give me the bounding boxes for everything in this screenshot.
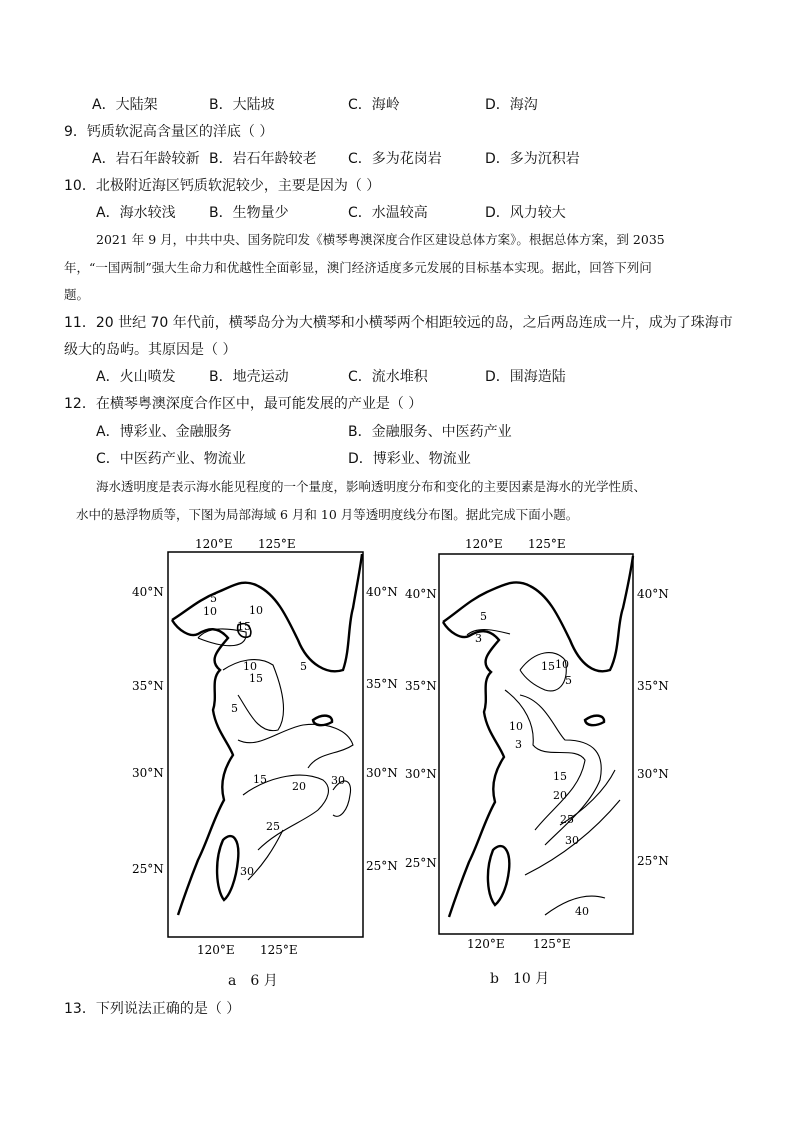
map-june-contour-label: 15 [237, 620, 251, 633]
map-october-contour-label: 5 [565, 674, 572, 687]
q11-stem-line1: 11．20 世纪 70 年代前，横琴岛分为大横琴和小横琴两个相距较远的岛，之后两岛连成一片，成为了珠海市 [64, 315, 733, 331]
map-october-lon-top-125: 125°E [528, 537, 566, 551]
q11-option-c: C．流水堆积 [348, 369, 428, 385]
map-june-contour-15 [238, 724, 353, 768]
map-june-lat-right-25: 25°N [366, 859, 398, 873]
q11-option-d: D．围海造陆 [485, 369, 566, 385]
q12-option-c: C．中医药产业、物流业 [96, 451, 246, 467]
map-october-contour-label: 15 [553, 770, 567, 783]
q13-stem: 13．下列说法正确的是（ ） [64, 1001, 241, 1017]
map-june-taiwan [217, 836, 238, 900]
map-october-lat-right-40: 40°N [637, 587, 669, 601]
map-june-lat-left-35: 35°N [132, 679, 164, 693]
map-october-contour-label: 40 [575, 905, 589, 918]
q12-stem: 12．在横琴粤澳深度合作区中，最可能发展的产业是（ ） [64, 396, 423, 412]
passage2-line1: 海水透明度是表示海水能见程度的一个量度，影响透明度分布和变化的主要因素是海水的光学性质、 [96, 479, 647, 494]
map-june-lat-left-30: 30°N [132, 766, 164, 780]
map-october-lat-left-25: 25°N [405, 856, 437, 870]
map-october-contour-label: 20 [553, 789, 567, 802]
map-june-lat-right-40: 40°N [366, 585, 398, 599]
map-june-contour-label: 25 [266, 820, 280, 833]
map-june-contour-label: 5 [231, 702, 238, 715]
map-october-contour-label: 10 [509, 720, 523, 733]
map-october-caption: b 10 月 [490, 971, 550, 987]
map-june-contour-label: 10 [249, 604, 263, 617]
map-october-contour-label: 30 [565, 834, 579, 847]
map-october-taiwan [488, 846, 509, 905]
map-october [405, 530, 675, 966]
map-june-lat-right-35: 35°N [366, 677, 398, 691]
map-june-contour-label: 5 [300, 660, 307, 673]
q12-option-d: D．博彩业、物流业 [348, 451, 471, 467]
map-june-contour-label: 15 [253, 773, 267, 786]
map-june-caption: a 6 月 [228, 973, 278, 989]
map-june-lat-right-30: 30°N [366, 766, 398, 780]
map-october-contour-label: 10 [555, 658, 569, 671]
map-october-contour-label: 15 [541, 660, 555, 673]
map-june-coast-china [172, 620, 233, 915]
map-june-jeju-island [313, 716, 332, 726]
q9-option-b: B．岩石年龄较老 [209, 151, 317, 167]
q8-option-a: A．大陆架 [92, 97, 158, 113]
q8-option-c: C．海岭 [348, 97, 400, 113]
map-october-coast-north [443, 556, 633, 671]
map-october-contour-label: 5 [480, 610, 487, 623]
map-june-lat-left-40: 40°N [132, 585, 164, 599]
map-june-lon-top-125: 125°E [258, 537, 296, 551]
map-october-lat-right-35: 35°N [637, 679, 669, 693]
q12-option-b: B．金融服务、中医药产业 [348, 424, 512, 440]
map-october-jeju-island [585, 716, 604, 726]
q10-stem: 10．北极附近海区钙质软泥较少，主要是因为（ ） [64, 178, 381, 194]
map-june-contour-label: 30 [331, 774, 345, 787]
map-june-contour-20 [243, 775, 328, 850]
map-october-contour-label: 3 [515, 738, 522, 751]
map-june-lon-bottom-120: 120°E [197, 943, 235, 957]
map-june-contour-label: 10 [203, 605, 217, 618]
map-october-contour-label: 3 [475, 632, 482, 645]
passage1-line3: 题。 [64, 287, 90, 302]
map-june-contour-label: 20 [292, 780, 306, 793]
passage1-line1: 2021 年 9 月，中共中央、国务院印发《横琴粤澳深度合作区建设总体方案》。根据总体方案，到 2035 [96, 232, 665, 247]
q10-option-d: D．风力较大 [485, 205, 566, 221]
q12-option-a: A．博彩业、金融服务 [96, 424, 232, 440]
map-october-lat-left-40: 40°N [405, 587, 437, 601]
map-october-lat-right-30: 30°N [637, 767, 669, 781]
map-june-contour-label: 5 [210, 592, 217, 605]
passage1-line2: 年，“一国两制”强大生命力和优越性全面彰显，澳门经济适度多元发展的目标基本实现。据此，回答下列问 [64, 260, 652, 275]
q10-option-c: C．水温较高 [348, 205, 428, 221]
passage2-line2: 水中的悬浮物质等，下图为局部海域 6 月和 10 月等透明度线分布图。据此完成下面小题。 [76, 507, 579, 522]
q11-option-b: B．地壳运动 [209, 369, 289, 385]
q10-option-b: B．生物量少 [209, 205, 289, 221]
map-october-coast-china [443, 622, 504, 917]
q9-option-a: A．岩石年龄较新 [92, 151, 200, 167]
q11-option-a: A．火山喷发 [96, 369, 176, 385]
map-june-contour-label: 10 [243, 660, 257, 673]
map-october-lon-top-120: 120°E [465, 537, 503, 551]
map-october-lat-left-30: 30°N [405, 767, 437, 781]
map-june-lat-left-25: 25°N [132, 862, 164, 876]
map-october-lon-bottom-125: 125°E [533, 937, 571, 951]
q10-option-a: A．海水较浅 [96, 205, 176, 221]
map-june-frame [168, 552, 363, 937]
q8-option-d: D．海沟 [485, 97, 538, 113]
map-october-frame [439, 554, 633, 934]
map-june [128, 530, 418, 966]
map-october-lat-right-25: 25°N [637, 854, 669, 868]
map-june-contour-label: 15 [249, 672, 263, 685]
q9-option-c: C．多为花岗岩 [348, 151, 442, 167]
q8-option-b: B．大陆坡 [209, 97, 275, 113]
map-june-lon-top-120: 120°E [195, 537, 233, 551]
q11-stem-line2: 级大的岛屿。其原因是（ ） [64, 342, 237, 358]
q9-stem: 9．钙质软泥高含量区的洋底（ ） [64, 124, 274, 140]
map-october-lat-left-35: 35°N [405, 679, 437, 693]
map-june-contour-label: 30 [240, 865, 254, 878]
map-june-lon-bottom-125: 125°E [260, 943, 298, 957]
map-june-coast-north [172, 554, 362, 671]
q9-option-d: D．多为沉积岩 [485, 151, 580, 167]
map-october-lon-bottom-120: 120°E [467, 937, 505, 951]
map-october-contour-label: 25 [560, 813, 574, 826]
